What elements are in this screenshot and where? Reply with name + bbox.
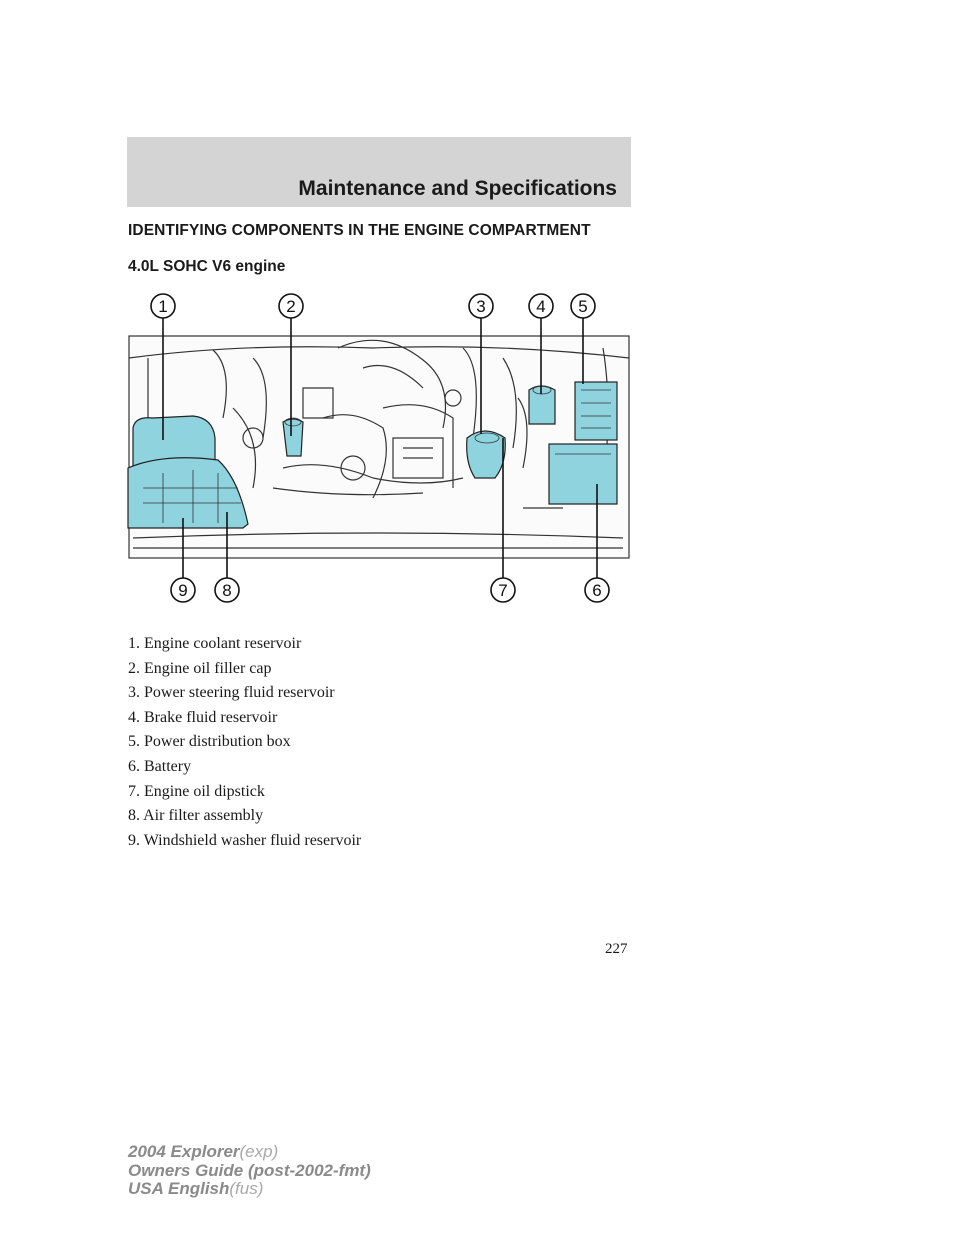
battery-shape: [549, 444, 617, 504]
footer-language-code: (fus): [229, 1179, 264, 1198]
footer-model: 2004 Explorer: [128, 1142, 240, 1161]
callout-3: 3: [476, 297, 486, 316]
header-band: [127, 137, 631, 207]
callout-9: 9: [178, 581, 188, 600]
footer-line-3: [128, 1180, 371, 1199]
power-distribution-box-shape: [575, 382, 617, 440]
legend-item: 8. Air filter assembly: [128, 807, 264, 825]
brake-fluid-reservoir-shape: [529, 386, 555, 424]
footer-line-1: [128, 1143, 371, 1162]
legend-item: 3. Power steering fluid reservoir: [128, 684, 335, 702]
legend-item: 7. Engine oil dipstick: [128, 782, 265, 800]
engine-compartment-diagram: [123, 288, 635, 613]
header-title: Maintenance and Specifications: [298, 177, 617, 200]
document-footer: [128, 1143, 371, 1199]
legend-item: 9. Windshield washer fluid reservoir: [128, 831, 362, 849]
callout-6: 6: [592, 581, 602, 600]
engine-heading: 4.0L SOHC V6 engine: [128, 258, 286, 275]
footer-model-code: (exp): [239, 1142, 279, 1161]
callout-1: 1: [158, 297, 168, 316]
callout-8: 8: [222, 581, 232, 600]
page-number: 227: [605, 941, 628, 957]
legend-item: 1. Engine coolant reservoir: [128, 635, 302, 652]
legend-item: 5. Power distribution box: [128, 733, 291, 751]
section-heading: IDENTIFYING COMPONENTS IN THE ENGINE COMPARTMENT: [128, 222, 591, 239]
power-steering-reservoir-shape: [467, 431, 506, 478]
callout-7: 7: [498, 581, 508, 600]
footer-guide: Owners Guide (post-2002-fmt): [128, 1160, 371, 1180]
callout-5: 5: [578, 297, 588, 316]
footer-line-2: [128, 1162, 371, 1181]
legend-item: 4. Brake fluid reservoir: [128, 708, 278, 726]
callout-2: 2: [286, 297, 296, 316]
component-legend: [128, 632, 361, 853]
legend-item: 6. Battery: [128, 757, 192, 775]
oil-filler-cap-shape: [283, 419, 303, 456]
callout-4: 4: [536, 297, 546, 316]
footer-language: USA English: [128, 1179, 230, 1198]
legend-item: 2. Engine oil filler cap: [128, 659, 272, 677]
